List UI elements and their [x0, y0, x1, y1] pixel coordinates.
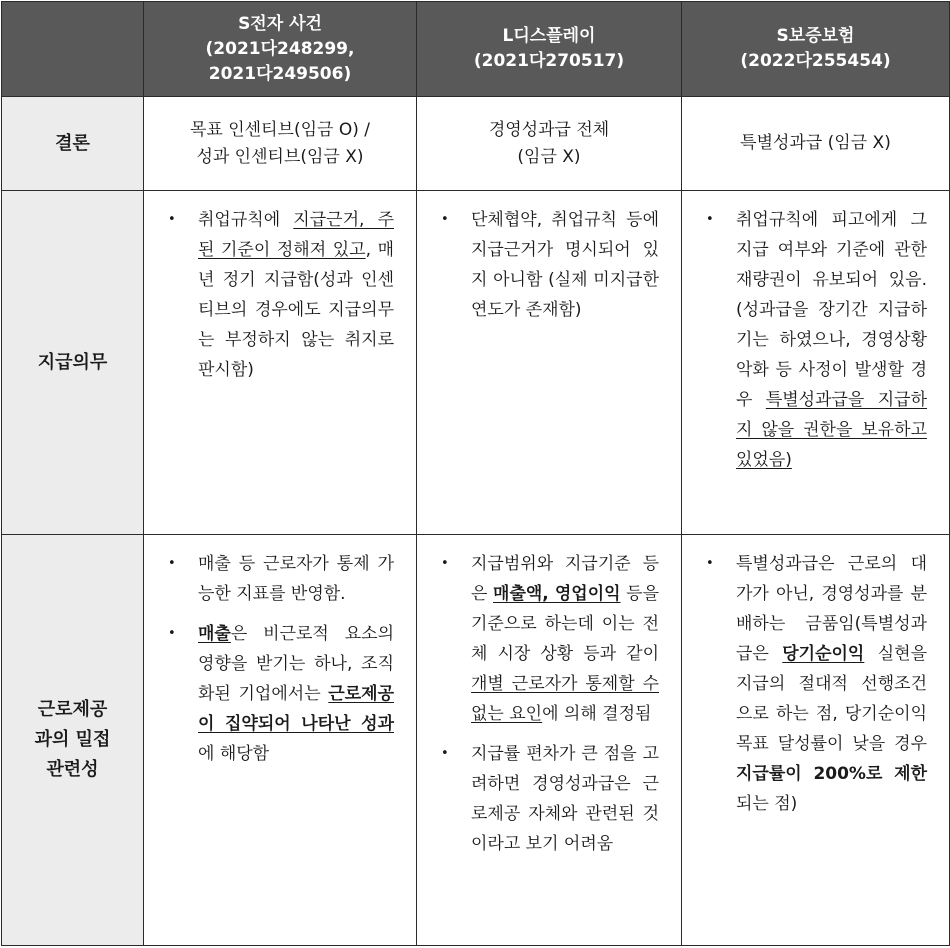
header-s-insurance [682, 2, 950, 97]
header-case-number: 2021다249506) [208, 63, 352, 84]
obligation-s-electronics [144, 191, 417, 535]
comparison-table [1, 1, 950, 946]
bullet-list [706, 205, 927, 475]
obligation-s-insurance [682, 191, 950, 535]
underlined-text: 지급근거, 주된 기준이 정해져 있고 [198, 210, 394, 260]
relevance-row [2, 535, 950, 946]
header-case-number: (2021다248299, [205, 38, 355, 59]
text-run: 특별성과급은 근로의 대가가 아닌, 경영성과를 분배하는 금품임(특별성과급은 [736, 554, 927, 664]
row-label-line: 과의 밀접 [34, 729, 111, 750]
text-run: 되는 점) [736, 794, 798, 814]
text-run: 등을 기준으로 하는데 이는 전체 시장 상황 등과 같이 [471, 584, 660, 664]
row-label-obligation: 지급의무 [2, 191, 144, 535]
text-run: 은 비근로적 요소의 영향을 받기는 하나, 조직화된 기업에서는 [198, 624, 394, 704]
header-case-number: (2021다270517) [473, 51, 625, 71]
header-case-number: (2022다255454) [740, 51, 891, 71]
header-l-display [417, 2, 682, 97]
relevance-s-electronics [144, 535, 417, 946]
conclusion-l-display [417, 97, 682, 191]
bullet-item [168, 205, 394, 385]
conclusion-s-electronics [144, 97, 417, 191]
obligation-row [2, 191, 950, 535]
bold-underlined-text: 근로제공이 집약되어 나타난 성과 [198, 684, 394, 734]
bullet-item [706, 205, 927, 475]
bullet-item [706, 549, 927, 819]
corner-cell [2, 2, 144, 97]
text-run: , 매년 정기 지급함(성과 인센티브의 경우에도 지급의무는 부정하지 않는 취지로 판시함) [198, 240, 394, 380]
text-run: 취업규칙에 피고에게 그 지급 여부와 기준에 관한 재량권이 유보되어 있음. (성과급을 장기간 지급하기는 하였으나, 경영상황 악화 등 사정이 발생할 경우 [736, 210, 927, 410]
bullet-list [168, 549, 394, 769]
row-label-conclusion: 결론 [2, 97, 144, 191]
bold-text: 지급률이 200%로 제한 [736, 764, 927, 784]
bullet-item [441, 205, 659, 325]
bullet-item [168, 619, 394, 769]
text-run: 에 의해 결정됨 [542, 704, 652, 724]
relevance-l-display [417, 535, 682, 946]
header-title: L디스플레이 [502, 26, 596, 46]
text-run: 에 해당함 [198, 744, 270, 764]
text-run: 지급범위와 지급기준 등은 [471, 554, 659, 604]
text-run: 실현을 지급의 절대적 선행조건으로 하는 점, 당기순이익 목표 달성률이 낮을 경우 [736, 644, 928, 754]
underlined-text: 특별성과급을 지급하지 않을 권한을 보유하고 있었음) [736, 390, 927, 470]
text-run: 지급률 편차가 큰 점을 고려하면 경영성과급은 근로제공 자체와 관련된 것이라고 보기 어려움 [471, 744, 659, 854]
conclusion-line: 성과 인센티브(임금 X) [196, 146, 364, 167]
conclusion-row [2, 97, 950, 191]
conclusion-line: 특별성과급 (임금 X) [740, 133, 891, 153]
bullet-list [441, 205, 659, 325]
bullet-item [441, 739, 659, 859]
obligation-l-display [417, 191, 682, 535]
bold-underlined-text: 매출액, 영업이익 [493, 584, 621, 604]
header-row [2, 2, 950, 97]
relevance-s-insurance [682, 535, 950, 946]
underlined-text: 개별 근로자가 통제할 수 없는 요인 [471, 674, 659, 724]
bold-underlined-text: 매출 [198, 624, 231, 644]
text-run: 매출 등 근로자가 통제 가능한 지표를 반영함. [198, 554, 394, 604]
conclusion-line: (임금 X) [517, 146, 581, 167]
bullet-list [441, 549, 659, 859]
header-title: S전자 사건 [238, 13, 322, 34]
bold-underlined-text: 당기순이익 [782, 644, 865, 664]
row-label-line: 관련성 [46, 759, 99, 780]
bullet-item [441, 549, 659, 729]
bullet-list [706, 549, 927, 819]
conclusion-line: 목표 인센티브(임금 O) / [190, 119, 370, 140]
text-run: 단체협약, 취업규칙 등에 지급근거가 명시되어 있지 아니함 (실제 미지급한 연도가 존재함) [471, 210, 659, 320]
header-title: S보증보험 [776, 26, 855, 46]
bullet-list [168, 205, 394, 385]
row-label-relevance [2, 535, 144, 946]
conclusion-s-insurance [682, 97, 950, 191]
text-run: 취업규칙에 [198, 210, 294, 230]
bullet-item [168, 549, 394, 609]
row-label-line: 근로제공 [37, 699, 108, 720]
conclusion-line: 경영성과급 전체 [488, 119, 610, 140]
header-s-electronics [144, 2, 417, 97]
